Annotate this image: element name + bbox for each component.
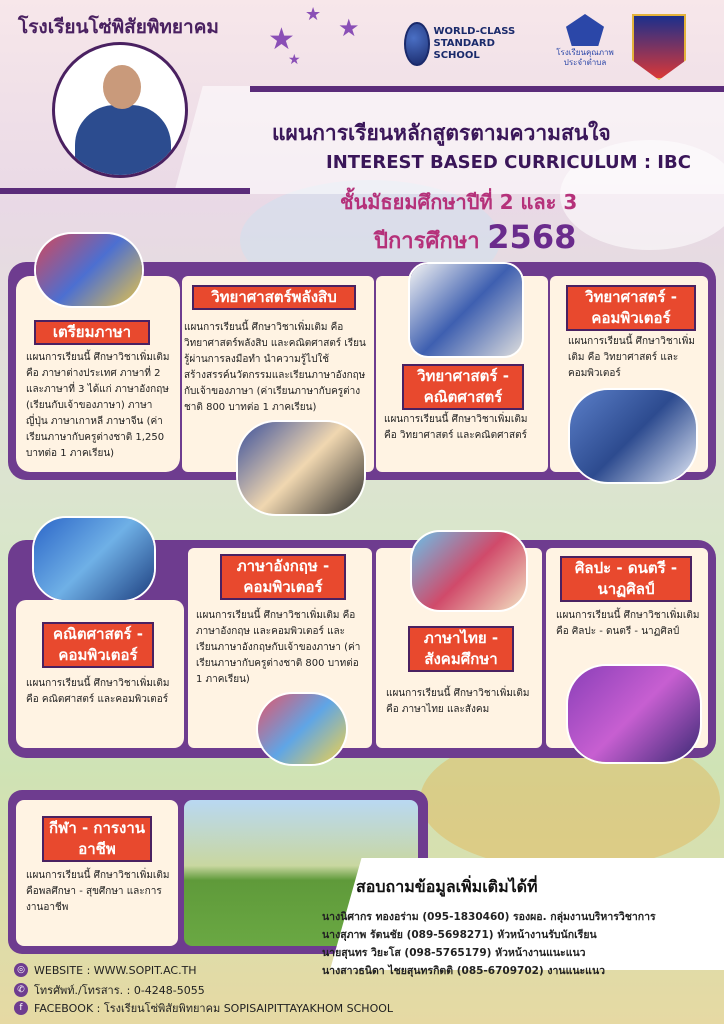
photo-figure	[75, 105, 171, 178]
contact-line: นางสุภาพ รัตนชัย (089-5698271) หัวหน้างานรับนักเรียน	[322, 929, 597, 941]
world-class-school-logo	[404, 20, 539, 68]
year-value: 2568	[487, 218, 577, 256]
website-text: WEBSITE : WWW.SOPIT.AC.TH	[34, 963, 197, 977]
grade-line: ชั้นมัธยมศึกษาปีที่ 2 และ 3	[340, 190, 578, 214]
card-title: วิทยาศาสตร์ - คอมพิวเตอร์	[566, 285, 696, 331]
card-photo	[34, 232, 144, 308]
card-title: คณิตศาสตร์ - คอมพิวเตอร์	[42, 622, 154, 668]
school-name: โรงเรียนโซ่พิสัยพิทยาคม	[18, 16, 219, 38]
card-photo	[32, 516, 156, 602]
globe-icon: ◎	[14, 963, 28, 977]
star-icon: ★	[305, 4, 322, 25]
year-line	[374, 218, 576, 258]
crown-icon	[566, 14, 604, 46]
contact-line: นายสุนทร วิยะโส (098-5765179) หัวหน้างานแนะแนว	[322, 947, 586, 959]
card-description: แผนการเรียนนี้ ศึกษาวิชาเพิ่มเติม คือ ศิลปะ - ดนตรี - นาฏศิลป์	[556, 610, 700, 637]
contact-line: นางสาวธนิดา ไชยสุนทรกิตติ (085-6709702) งานแนะแนว	[322, 965, 606, 977]
page-title: แผนการเรียนหลักสูตรตามความสนใจ	[272, 121, 611, 145]
quality-school-logo	[550, 14, 620, 78]
card-description: แผนการเรียนนี้ ศึกษาวิชาเพิ่มเติม คือพลศึกษา - สุขศึกษา และการงานอาชีพ	[26, 870, 170, 913]
card-title: วิทยาศาสตร์พลังสิบ	[192, 285, 356, 310]
card-title: ศิลปะ - ดนตรี - นาฏศิลป์	[560, 556, 692, 602]
year-prefix: ปีการศึกษา	[374, 229, 480, 254]
card-title: ภาษาอังกฤษ - คอมพิวเตอร์	[220, 554, 346, 600]
contact-title: สอบถามข้อมูลเพิ่มเติมได้ที่	[356, 877, 538, 896]
card-description: แผนการเรียนนี้ ศึกษาวิชาเพิ่มเติม คือ คณิตศาสตร์ และคอมพิวเตอร์	[26, 678, 170, 705]
phone-text: โทรศัพท์./โทรสาร. : 0-4248-5055	[34, 984, 205, 997]
subtitle-en: INTEREST BASED CURRICULUM : IBC	[326, 152, 691, 173]
globe-icon	[404, 22, 430, 66]
card-description: แผนการเรียนนี้ ศึกษาวิชาเพิ่มเติม คือ ภาษาไทย และสังคม	[386, 688, 530, 715]
card-photo	[236, 420, 366, 516]
card-title: เตรียมภาษา	[34, 320, 150, 345]
quality-logo-text: โรงเรียนคุณภาพ ประจำตำบล	[556, 48, 614, 67]
director-photo	[52, 42, 188, 178]
card-title: กีฬา - การงานอาชีพ	[42, 816, 152, 862]
star-icon: ★	[268, 22, 295, 57]
header-divider	[0, 188, 250, 194]
card-photo	[568, 388, 698, 484]
card-description: แผนการเรียนนี้ ศึกษาวิชาเพิ่มเติม คือ วิทยาศาสตร์ และคอมพิวเตอร์	[568, 336, 695, 379]
photo-figure-head	[103, 65, 141, 109]
card-photo	[410, 530, 528, 612]
card-photo	[256, 692, 348, 766]
card-title: ภาษาไทย - สังคมศึกษา	[408, 626, 514, 672]
header-divider	[250, 86, 724, 92]
facebook-text: FACEBOOK : โรงเรียนโซ่พิสัยพิทยาคม SOPISAIPITTAYAKHOM SCHOOL	[34, 1002, 394, 1015]
card-photo	[566, 664, 702, 764]
card-description: แผนการเรียนนี้ ศึกษาวิชาเพิ่มเติม คือภาษาอังกฤษ และคอมพิวเตอร์ และเรียนภาษาอังกฤษกับเจ้าของภาษา (ค่าเรียนภาษากับครูต่างชาติ 800 บาทต่อ 1 ภาคเรียน)	[196, 610, 361, 685]
world-class-logo-text: WORLD-CLASS STANDARD SCHOOL	[433, 26, 516, 61]
star-icon: ★	[288, 52, 301, 68]
footer-facebook[interactable]	[14, 999, 393, 1017]
card-title: วิทยาศาสตร์ - คณิตศาสตร์	[402, 364, 524, 410]
footer-phone	[14, 981, 205, 999]
card-description: แผนการเรียนนี้ ศึกษาวิชาเพิ่มเติม คือ ภาษาต่างประเทศ ภาษาที่ 2 และภาษาที่ 3 ได้แก่ ภาษาอังกฤษ (เรียนกับเจ้าของภาษา) ภาษาญี่ปุ่น ภาษาเกาหลี ภาษาจีน (ค่าเรียนภาษากับครูต่างชาติ 1,250 บาทต่อ 1 ภาคเรียน)	[26, 352, 170, 459]
phone-icon: ✆	[14, 983, 28, 997]
card-photo	[408, 262, 524, 358]
star-icon: ★	[338, 14, 360, 42]
footer-website[interactable]	[14, 963, 197, 977]
facebook-icon: f	[14, 1001, 28, 1015]
school-emblem	[632, 14, 686, 80]
contact-line: นางนิศากร ทองอร่าม (095-1830460) รองผอ. กลุ่มงานบริหารวิชาการ	[322, 911, 656, 923]
card-description: แผนการเรียนนี้ ศึกษาวิชาเพิ่มเติม คือ วิทยาศาสตร์ และคณิตศาสตร์	[384, 414, 528, 441]
card-description: แผนการเรียนนี้ ศึกษาวิชาเพิ่มเติม คือ วิทยาศาสตร์พลังสิบ และคณิตศาสตร์ เรียนรู้ผ่านการลงมือทำ นำความรู้ไปใช้ สร้างสรรค์นวัตกรรมและเรียนภาษาอังกฤษกับเจ้าของภาษา (ค่าเรียนภาษากับครูต่างชาติ 800 บาทต่อ 1 ภาคเรียน)	[184, 322, 366, 413]
